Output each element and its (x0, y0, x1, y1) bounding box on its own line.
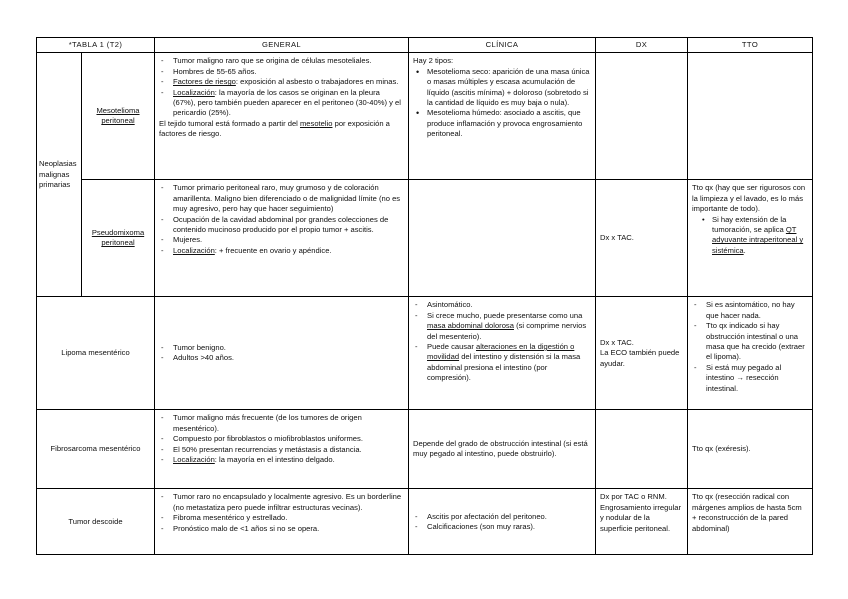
cell-general (155, 180, 409, 297)
row-label-fibrosarcoma: Fibrosarcoma mesentérico (37, 410, 155, 489)
cell-clinica (409, 53, 596, 180)
header-tto: TTO (688, 38, 813, 53)
cell-clinica (409, 489, 596, 555)
cell-clinica: Depende del grado de obstrucción intestinal (si está muy pegado al intestino, puede obstruirlo). (409, 410, 596, 489)
header-dx: DX (596, 38, 688, 53)
cell-tto: Tto qx (exéresis). (688, 410, 813, 489)
list-item: - Tto qx indicado si hay obstrucción intestinal o una masa que ha crecido (extraer el lipoma). (692, 321, 808, 363)
cell-dx: Dx por TAC o RNM. Engrosamiento irregular y nodular de la superficie peritoneal. (596, 489, 688, 555)
dx-line: La ECO también puede ayudar. (600, 348, 680, 368)
list-item: - Localización: la mayoría de los casos se originan en la pleura (67%), pero también pueden aparecer en el peritoneo (30-40%) y el pericardio (25%). (159, 88, 404, 119)
row-label-mesotelioma: Mesotelioma peritoneal (82, 53, 155, 180)
row-label-lipoma: Lipoma mesentérico (37, 297, 155, 410)
list-item: - Asintomático. (413, 300, 591, 310)
cell-tto (688, 297, 813, 410)
list-item: - Localización: la mayoría en el intestino delgado. (159, 455, 404, 465)
list-item: - Factores de riesgo: exposición al asbesto o trabajadores en minas. (159, 77, 404, 87)
list-item: - Fibroma mesentérico y estrellado. (159, 513, 404, 523)
list-item: - Si está muy pegado al intestino → resección intestinal. (692, 363, 808, 394)
list-item: • Mesotelioma seco: aparición de una masa única o masas múltiples y escasa acumulación de líquido (ascitis mínima) + doloroso (sobretodo si la cantidad de líquido es muy baja o nula). (413, 67, 591, 109)
list-item: - Ocupación de la cavidad abdominal por grandes colecciones de contenido mucinoso producido por el propio tumor + ascitis. (159, 215, 404, 236)
list-item: • Si hay extensión de la tumoración, se aplica QT adyuvante intraperitoneal y sistémica. (692, 215, 808, 257)
cell-clinica (409, 297, 596, 410)
table-row (37, 297, 813, 410)
list-item: - Si es asintomático, no hay que hacer nada. (692, 300, 808, 321)
list-item: - Puede causar alteraciones en la digestión o movilidad del intestino y distensión si la masa abdominal presiona el intestino (por compresión). (413, 342, 591, 384)
table-row (37, 489, 813, 555)
clinica-intro: Hay 2 tipos: (413, 56, 454, 66)
list-item: - Tumor raro no encapsulado y localmente agresivo. Es un borderline (no metastatiza pero puede infiltrar estructuras vecinas). (159, 492, 404, 513)
list-item: - Mujeres. (159, 235, 404, 245)
table-row (37, 53, 813, 180)
row-label-pseudomixoma: Pseudomixoma peritoneal (82, 180, 155, 297)
header-general: GENERAL (155, 38, 409, 53)
list-item: - El 50% presentan recurrencias y metástasis a distancia. (159, 445, 404, 455)
dx-line: Dx x TAC. (600, 337, 634, 347)
header-clinica: CLÍNICA (409, 38, 596, 53)
list-item: - Si crece mucho, puede presentarse como una masa abdominal dolorosa (si comprime nervios del mesenterio). (413, 311, 591, 342)
cell-general (155, 53, 409, 180)
list-item: - Tumor benigno. (159, 343, 404, 353)
cell-general (155, 489, 409, 555)
cell-dx (596, 410, 688, 489)
list-item: - Calcificaciones (son muy raras). (413, 522, 591, 532)
cell-clinica (409, 180, 596, 297)
cell-dx (596, 297, 688, 410)
cell-tto: Tto qx (resección radical con márgenes amplios de hasta 5cm + reconstrucción de la pared abdominal) (688, 489, 813, 555)
list-item: - Tumor maligno raro que se origina de células mesoteliales. (159, 56, 404, 66)
list-item: - Localización: + frecuente en ovario y apéndice. (159, 246, 404, 256)
tto-intro: Tto qx (hay que ser rigurosos con la limpieza y el lavado, es lo más importante de todo). (692, 183, 806, 214)
cell-dx (596, 53, 688, 180)
header-tabla: *TABLA 1 (T2) (37, 38, 155, 53)
cell-tto (688, 53, 813, 180)
cell-general (155, 410, 409, 489)
header-row (37, 38, 813, 53)
general-note: El tejido tumoral está formado a partir del mesotelio por exposición a factores de riesgo. (159, 118, 390, 139)
cell-dx: Dx x TAC. (596, 180, 688, 297)
list-item: - Tumor maligno más frecuente (de los tumores de origen mesentérico). (159, 413, 404, 434)
list-item: - Pronóstico malo de <1 años si no se opera. (159, 524, 404, 534)
list-item: • Mesotelioma húmedo: asociado a ascitis, que produce inflamación y provoca engrosamiento peritoneal. (413, 108, 591, 139)
list-item: - Compuesto por fibroblastos o miofibroblastos uniformes. (159, 434, 404, 444)
group-label: Neoplasias malignas primarias (37, 53, 82, 297)
table-row (37, 410, 813, 489)
cell-general (155, 297, 409, 410)
table-row (37, 180, 813, 297)
tumor-table (36, 37, 813, 555)
cell-tto (688, 180, 813, 297)
list-item: - Hombres de 55-65 años. (159, 67, 404, 77)
list-item: - Adultos >40 años. (159, 353, 404, 363)
list-item: - Ascitis por afectación del peritoneo. (413, 512, 591, 522)
list-item: - Tumor primario peritoneal raro, muy grumoso y de coloración amarillenta. Maligno bien diferenciado o de malignidad límite (no es muy agresivo, pero hay que hacer seguimiento) (159, 183, 404, 214)
row-label-descoide: Tumor descoide (37, 489, 155, 555)
